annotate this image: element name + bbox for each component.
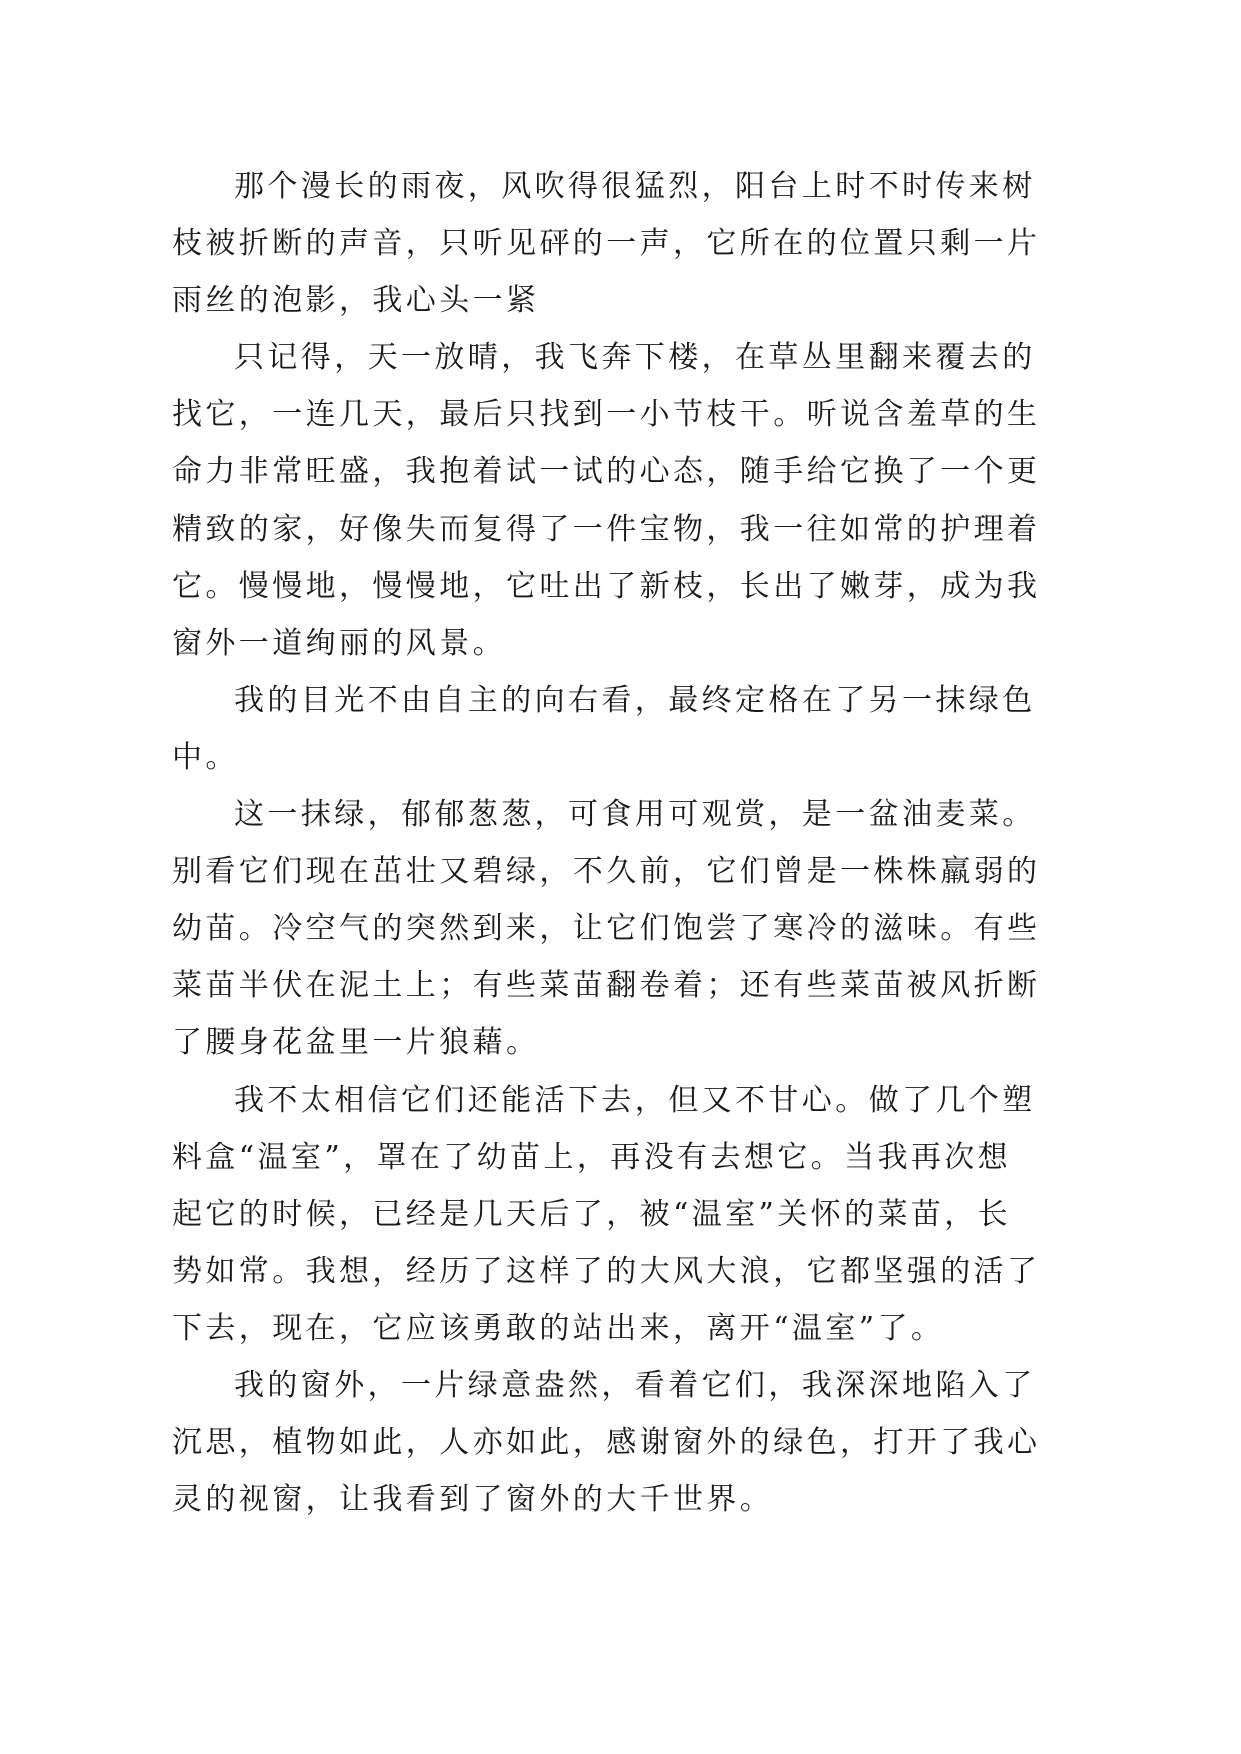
- paragraph-4: [172, 786, 1077, 1071]
- paragraph-3: [172, 672, 1077, 786]
- text-line: 精致的家，好像失而复得了一件宝物，我一往如常的护理着: [172, 511, 1041, 547]
- text-line: 别看它们现在茁壮又碧绿，不久前，它们曾是一株株羸弱的: [172, 854, 1041, 890]
- text-line: 窗外一道绚丽的风景。: [172, 625, 506, 661]
- paragraph-1: [172, 158, 1077, 329]
- text-line: 我不太相信它们还能活下去，但又不甘心。做了几个塑: [234, 1082, 1036, 1118]
- text-line: 这一抹绿，郁郁葱葱，可食用可观赏，是一盆油麦菜。: [234, 797, 1036, 833]
- text-line: 了腰身花盆里一片狼藉。: [172, 1025, 540, 1061]
- paragraph-6: [172, 1357, 1077, 1528]
- text-line: 找它，一连几天，最后只找到一小节枝干。听说含羞草的生: [172, 397, 1041, 433]
- text-line: 命力非常旺盛，我抱着试一试的心态，随手给它换了一个更: [172, 454, 1041, 490]
- text-line: 势如常。我想，经历了这样了的大风大浪，它都坚强的活了: [172, 1253, 1041, 1289]
- text-line: 起它的时候，已经是几天后了，被“温室”关怀的菜苗，长: [172, 1196, 1012, 1232]
- document-body: [172, 158, 1077, 1528]
- text-line: 中。: [172, 739, 239, 775]
- paragraph-2: [172, 329, 1077, 672]
- text-line: 那个漫长的雨夜，风吹得很猛烈，阳台上时不时传来树: [234, 169, 1036, 204]
- text-line: 灵的视窗，让我看到了窗外的大千世界。: [172, 1482, 774, 1518]
- text-line: 料盒“温室”，罩在了幼苗上，再没有去想它。当我再次想: [172, 1139, 1012, 1175]
- text-line: 沉思，植物如此，人亦如此，感谢窗外的绿色，打开了我心: [172, 1425, 1041, 1461]
- text-line: 雨丝的泡影，我心头一紧: [172, 283, 540, 319]
- text-line: 菜苗半伏在泥土上；有些菜苗翻卷着；还有些菜苗被风折断: [172, 968, 1041, 1004]
- text-line: 枝被折断的声音，只听见砰的一声，它所在的位置只剩一片: [172, 226, 1041, 262]
- text-line: 只记得，天一放晴，我飞奔下楼，在草丛里翻来覆去的: [234, 340, 1036, 376]
- text-line: 它。慢慢地，慢慢地，它吐出了新枝，长出了嫩芽，成为我: [172, 568, 1041, 604]
- text-line: 下去，现在，它应该勇敢的站出来，离开“温室”了。: [172, 1310, 945, 1346]
- text-line: 我的窗外，一片绿意盎然，看着它们，我深深地陷入了: [234, 1367, 1036, 1403]
- text-line: 幼苗。冷空气的突然到来，让它们饱尝了寒冷的滋味。有些: [172, 911, 1041, 947]
- paragraph-5: [172, 1072, 1077, 1357]
- text-line: 我的目光不由自主的向右看，最终定格在了另一抹绿色: [234, 682, 1036, 718]
